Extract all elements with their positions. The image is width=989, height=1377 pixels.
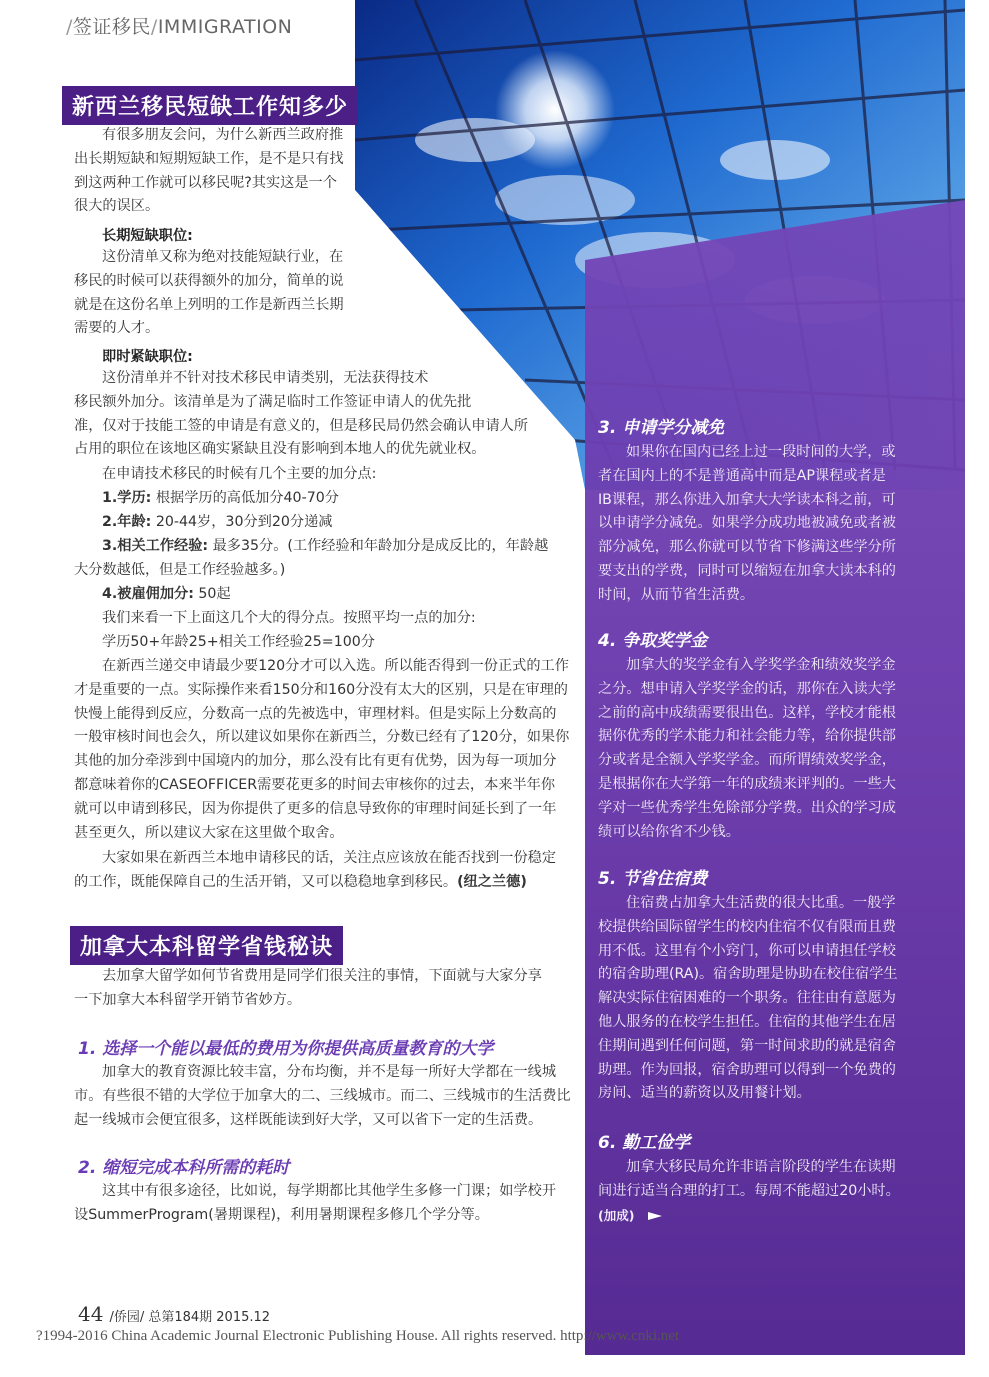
points-formula: 学历50+年龄25+相关工作经验25=100分 <box>102 634 375 650</box>
section-name-en: IMMIGRATION <box>157 16 293 38</box>
nz-body-line: 甚至更久，所以建议大家在这里做个取舍。 <box>74 824 344 841</box>
tip-2-heading: 2. 缩短完成本科所需的耗时 <box>78 1158 290 1178</box>
ca-intro-line: 一下加拿大本科留学开销节省妙方。 <box>74 991 302 1008</box>
issue-info: /侨园/ 总第184期 2015.12 <box>109 1310 271 1325</box>
tip-line: 学对一些优秀学生免除部分学费。出众的学习成 <box>598 799 896 816</box>
tip-1-heading: 1. 选择一个能以最低的费用为你提供高质量教育的大学 <box>78 1039 494 1059</box>
nz-intro-line: 有很多朋友会问，为什么新西兰政府推 <box>102 127 344 143</box>
tip-line: 他人服务的在校学生担任。住宿的其他学生在居 <box>598 1013 896 1030</box>
long-term-label: 长期短缺职位: <box>102 228 193 244</box>
point-text: 最多35分。(工作经验和年龄加分是成反比的，年龄越 <box>212 538 549 554</box>
tip-line: 分或者是全额入学奖学金。而所谓绩效奖学金， <box>598 752 896 769</box>
tip-line: 加拿大的教育资源比较丰富，分布均衡，并不是每一所好大学都在一线城 <box>102 1064 557 1080</box>
immediate-line: 占用的职位在该地区确实紧缺且没有影响到本地人的优先就业权。 <box>74 441 486 458</box>
nz-body-line: 其他的加分牵涉到中国境内的加分，那么没有比有更有优势，因为每一项加分 <box>74 753 557 770</box>
point-text: 大分数越低，但是工作经验越多。) <box>74 561 286 578</box>
tip-line: 加拿大的奖学金有入学奖学金和绩效奖学金 <box>626 657 896 673</box>
point-label: 3.相关工作经验: <box>102 538 209 554</box>
nz-intro-line: 很大的误区。 <box>74 198 160 215</box>
tip-1-text <box>74 1061 574 1132</box>
tip-line: 设SummerProgram(暑期课程)，利用暑期课程多修几个学分等。 <box>74 1206 489 1223</box>
tip-line: 者在国内上的不是普通高中而是AP课程或者是 <box>598 467 886 484</box>
tip-line: 解决实际住宿困难的一个职务。往往由有意愿为 <box>598 990 896 1007</box>
page-footer <box>78 1302 270 1326</box>
tip-3-heading: 3. 申请学分减免 <box>598 418 725 438</box>
point-text: 20-44岁，30分到20分递减 <box>155 514 333 530</box>
tip-line: 校提供给国际留学生的校内住宿不仅有限而且费 <box>598 918 896 935</box>
tip-line: 之前的高中成绩需要很出色。这样，学校才能根 <box>598 704 896 721</box>
average-points: 我们来看一下上面这几个大的得分点。按照平均一点的加分: <box>102 610 476 626</box>
tip-4-heading: 4. 争取奖学金 <box>598 631 708 651</box>
point-age <box>102 511 332 535</box>
tip-2-text <box>74 1180 574 1228</box>
tip-5-heading: 5. 节省住宿费 <box>598 869 708 889</box>
tip-4-text <box>598 654 918 844</box>
long-term-line: 就是在这份名单上列明的工作是新西兰长期 <box>74 296 344 313</box>
tip-5-text <box>598 892 918 1106</box>
nz-closing-line: 的工作，既能保障自己的生活开销，又可以稳稳地拿到移民。 <box>74 873 458 890</box>
nz-body-line: 就可以申请到移民，因为你提供了更多的信息导致你的审理时间延长到了一年 <box>74 800 557 817</box>
tip-line: IB课程，那么你进入加拿大大学读本科之前，可 <box>598 491 896 508</box>
tip-line: 时间，从而节省生活费。 <box>598 586 755 603</box>
nz-intro-line: 到这两种工作就可以移民呢?其实这是一个 <box>74 174 337 191</box>
section-name: 签证移民 <box>72 16 151 38</box>
immediate-line: 这份清单并不针对技术移民申请类别，无法获得技术 <box>102 370 429 386</box>
tip-line: 的宿舍助理(RA)。宿舍助理是协助在校住宿学生 <box>598 966 898 983</box>
tip-3-text <box>598 441 918 608</box>
point-label: 1.学历: <box>102 490 152 506</box>
tip-line: 部分减免，那么你就可以节省下修满这些学分所 <box>598 539 896 556</box>
section-header: /签证移民/IMMIGRATION <box>66 16 293 38</box>
nz-body-line: 快慢上能得到反应，分数高一点的先被选中，审理材料。但是实际上分数高的 <box>74 705 557 722</box>
long-term-line: 移民的时候可以获得额外的加分，简单的说 <box>74 272 344 289</box>
nz-closing-line: 大家如果在新西兰本地申请移民的话，关注点应该放在能否找到一份稳定 <box>102 850 557 866</box>
nz-body <box>74 655 574 845</box>
nz-article-title: 新西兰移民短缺工作知多少 <box>62 86 358 125</box>
point-label: 2.年龄: <box>102 514 152 530</box>
page-number: 44 <box>78 1302 104 1326</box>
point-text: 根据学历的高低加分40-70分 <box>155 490 339 506</box>
immediate-text <box>74 367 544 462</box>
nz-closing <box>74 847 574 895</box>
copyright-notice: ?1994-2016 China Academic Journal Electronic Publishing House. All rights reserved. http://www.cnki.net <box>36 1328 680 1344</box>
point-education <box>102 487 339 511</box>
nz-body-line: 在新西兰递交申请最少要120分才可以入选。所以能否得到一份正式的工作 <box>102 658 569 674</box>
immediate-line: 准，仅对于技能工签的申请是有意义的，但是移民局仍然会确认申请人所 <box>74 417 529 434</box>
tip-line: 房间、适当的薪资以及用餐计划。 <box>598 1085 811 1102</box>
tip-line: 之分。想申请入学奖学金的话，那你在入读大学 <box>598 680 896 697</box>
nz-body-line: 才是重要的一点。实际操作来看150分和160分没有太大的区别，只是在审理的 <box>74 681 568 698</box>
ca-author: (加成) <box>598 1207 635 1223</box>
tip-line: 绩可以给你省不少钱。 <box>598 823 740 840</box>
nz-author: (纽之兰德) <box>457 873 527 890</box>
ca-article-title: 加拿大本科留学省钱秘诀 <box>70 926 343 965</box>
nz-body-line: 一般审核时间也会久，所以建议如果你在新西兰，分数已经有了120分，如果你 <box>74 729 570 746</box>
points-intro: 在申请技术移民的时候有几个主要的加分点: <box>102 466 377 482</box>
nz-intro-line: 出长期短缺和短期短缺工作，是不是只有找 <box>74 150 344 167</box>
point-experience <box>74 535 574 583</box>
tip-line: 要支出的学费，同时可以缩短在加拿大读本科的 <box>598 562 896 579</box>
tip-line: 用不低。这里有个小窍门，你可以申请担任学校 <box>598 942 896 959</box>
tip-line: 助理。作为回报，宿舍助理可以得到一个免费的 <box>598 1061 896 1078</box>
ca-intro-line: 去加拿大留学如何节省费用是同学们很关注的事情，下面就与大家分享 <box>102 968 542 984</box>
long-term-text <box>74 246 354 341</box>
continue-arrow-icon <box>648 1212 662 1220</box>
ca-intro <box>74 965 574 1013</box>
tip-line: 间进行适当合理的打工。每周不能超过20小时。 <box>598 1182 900 1199</box>
tip-6-text <box>598 1156 918 1228</box>
nz-intro <box>74 124 354 219</box>
tip-line: 据你优秀的学术能力和社会能力等，给你提供部 <box>598 728 896 745</box>
immediate-label: 即时紧缺职位: <box>102 349 193 365</box>
point-text: 50起 <box>198 586 231 602</box>
tip-6-heading: 6. 勤工俭学 <box>598 1133 691 1153</box>
tip-line: 这其中有很多途径，比如说，每学期都比其他学生多修一门课；如学校开 <box>102 1183 557 1199</box>
point-employment <box>102 583 231 607</box>
tip-line: 加拿大移民局允许非语言阶段的学生在读期 <box>626 1159 896 1175</box>
point-label: 4.被雇佣加分: <box>102 586 194 602</box>
tip-line: 市。有些很不错的大学位于加拿大的二、三线城市。而二、三线城市的生活费比 <box>74 1087 571 1104</box>
tip-line: 起一线城市会便宜很多，这样既能读到好大学，又可以省下一定的生活费。 <box>74 1111 543 1128</box>
long-term-line: 需要的人才。 <box>74 320 160 337</box>
tip-line: 以申请学分减免。如果学分成功地被减免或者被 <box>598 515 896 532</box>
tip-line: 如果你在国内已经上过一段时间的大学，或 <box>626 444 896 460</box>
tip-line: 住期间遇到任何问题，第一时间求助的就是宿舍 <box>598 1037 896 1054</box>
tip-line: 是根据你在大学第一年的成绩来评判的。一些大 <box>598 775 896 792</box>
tip-line: 住宿费占加拿大生活费的很大比重。一般学 <box>626 895 896 911</box>
long-term-line: 这份清单又称为绝对技能短缺行业，在 <box>102 249 344 265</box>
nz-body-line: 都意味着你的CASEOFFICER需要花更多的时间去审核你的过去，本来半年你 <box>74 776 556 793</box>
immediate-line: 移民额外加分。该清单是为了满足临时工作签证申请人的优先批 <box>74 393 472 410</box>
